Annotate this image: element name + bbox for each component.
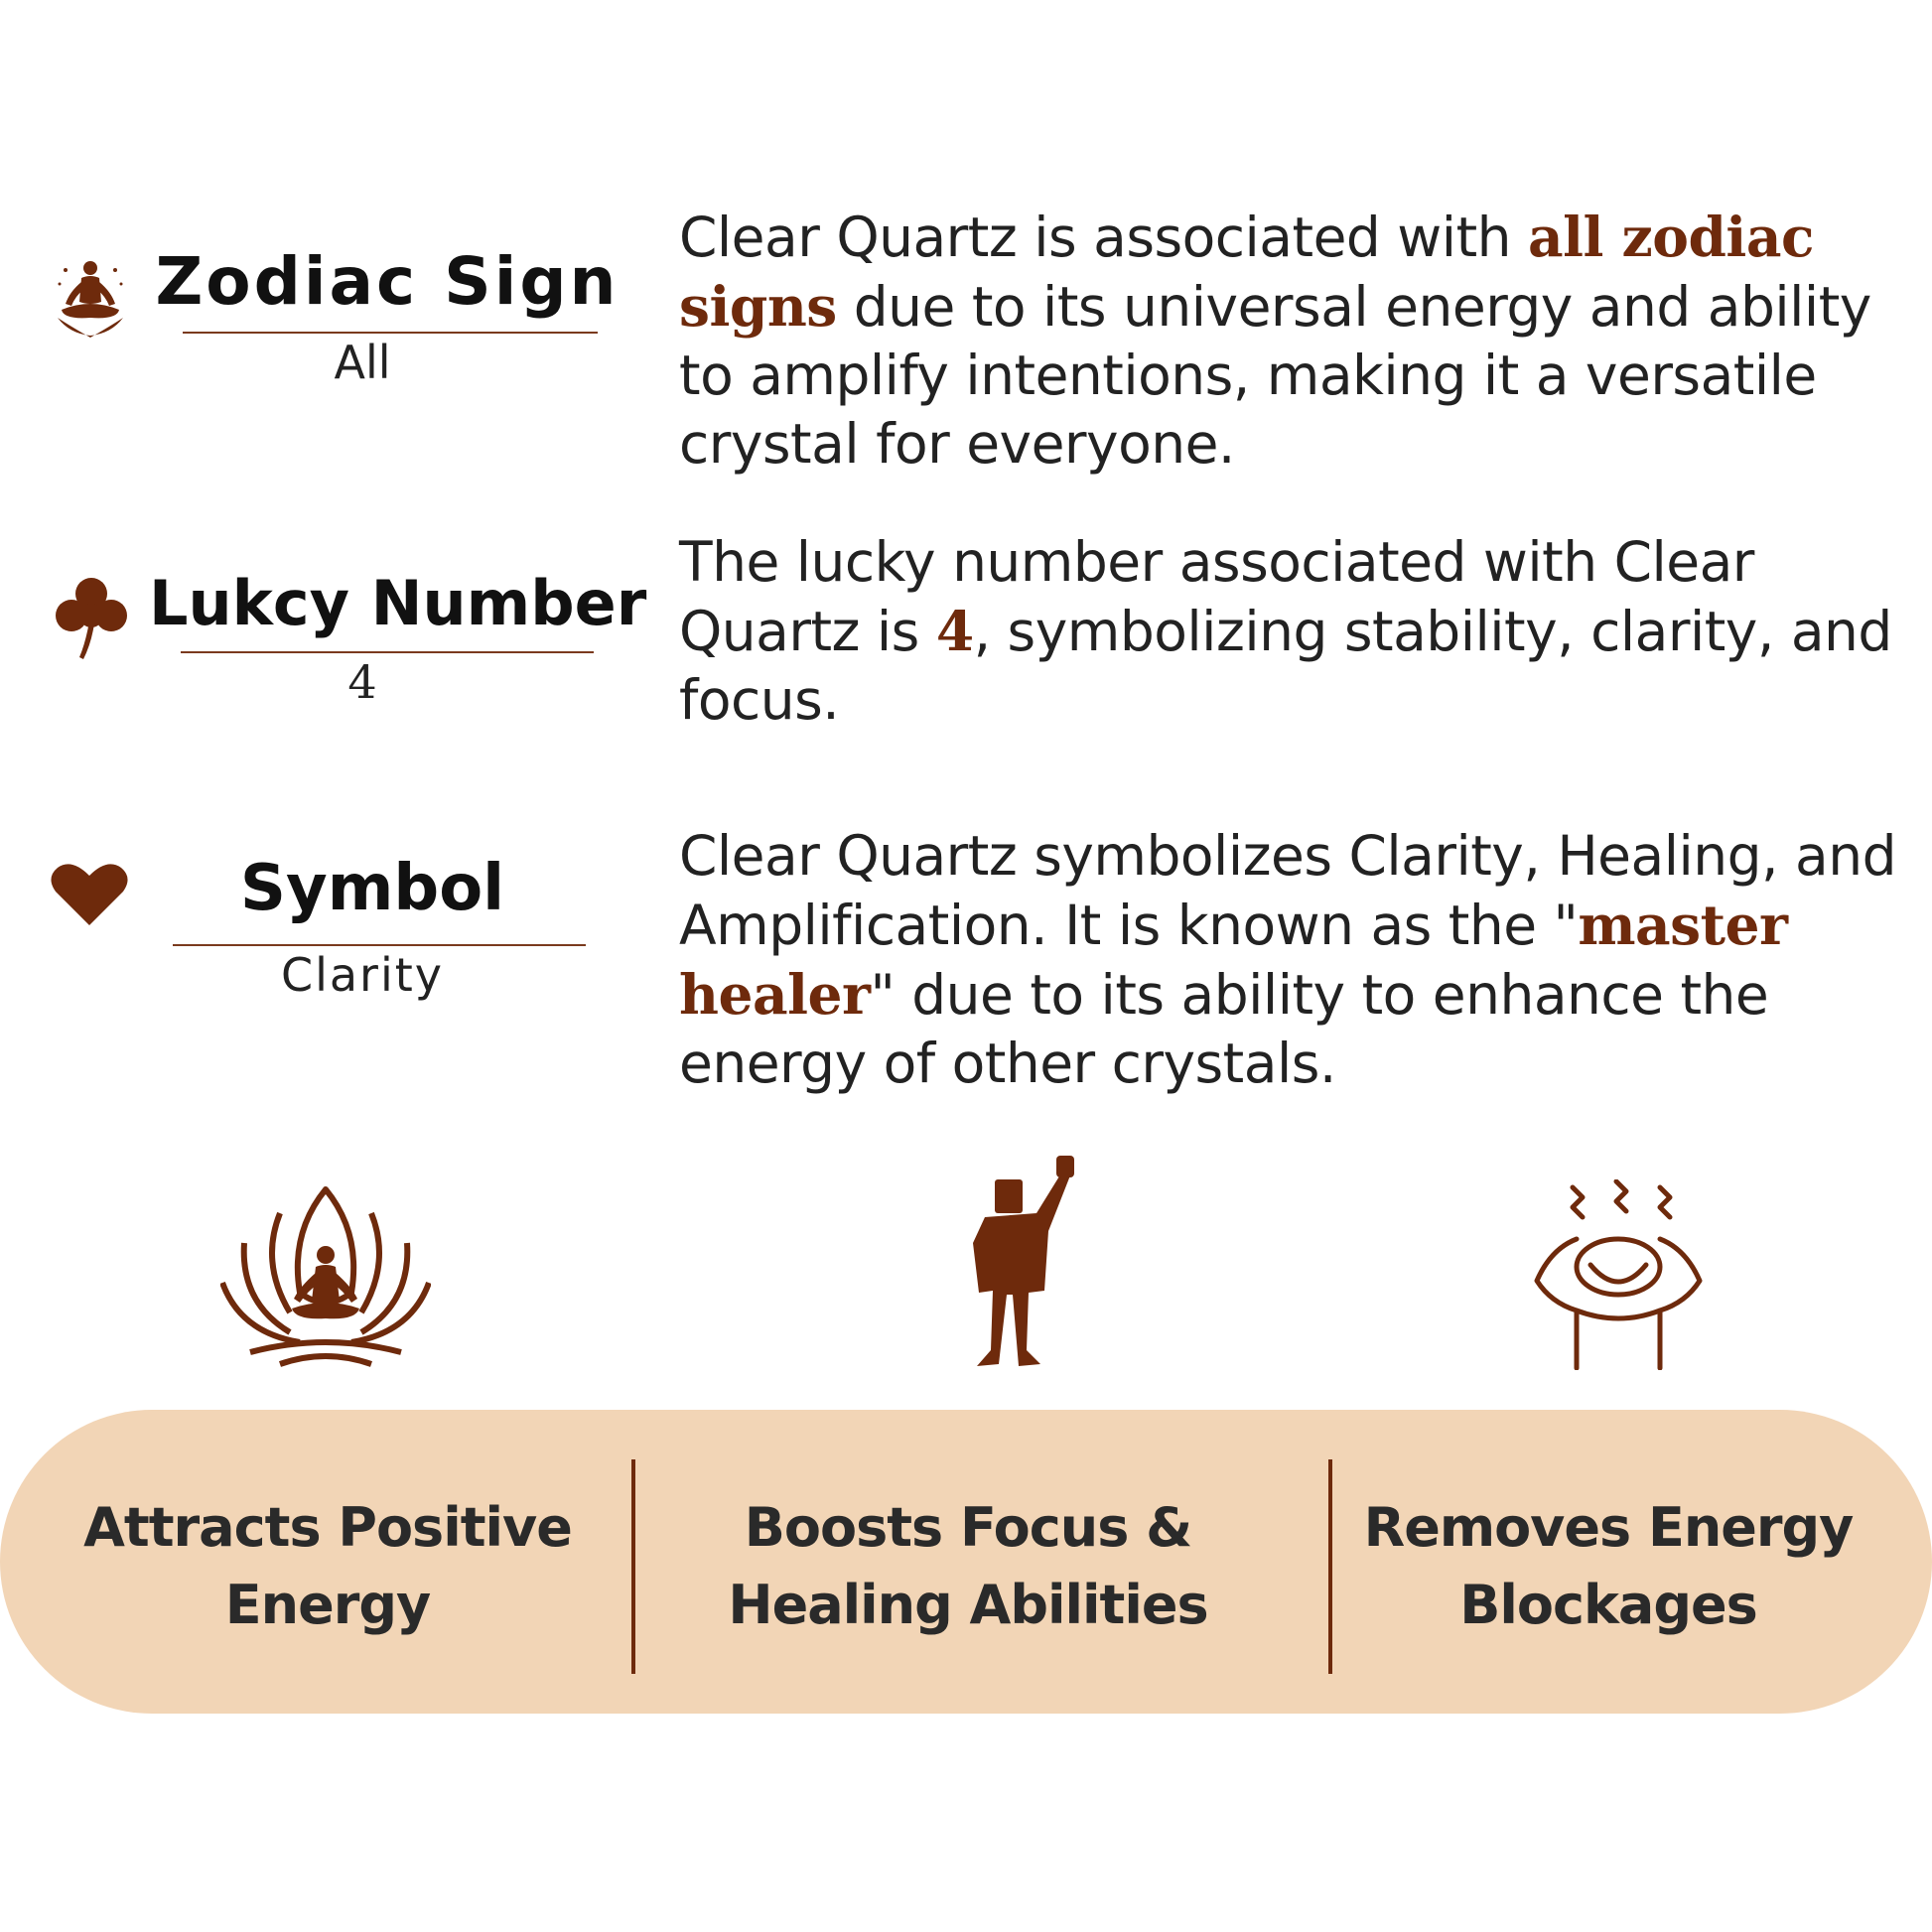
benefit-removes-blockages [1350, 1489, 1866, 1644]
zodiac-sign-rule [183, 332, 598, 334]
lucky-desc-post: , symbolizing stability, clarity, and focus. [679, 600, 1892, 732]
zodiac-sign-value: All [334, 336, 391, 389]
benefit-divider-1 [631, 1459, 635, 1674]
symbol-desc-post: " due to its ability to enhance the energy of other crystals. [679, 963, 1769, 1095]
lucky-desc-pre: The lucky number associated with Clear Quartz is [679, 530, 1754, 663]
benefit-boosts-focus [675, 1489, 1261, 1644]
zodiac-desc-post: due to its universal energy and ability to amplify intentions, making it a versatile crystal for everyone. [679, 275, 1871, 476]
lucky-number-value: 4 [347, 655, 377, 709]
benefit-divider-2 [1328, 1459, 1332, 1674]
lucky-desc-highlight: 4 [935, 599, 974, 663]
benefit-2-line2: Healing Abilities [728, 1574, 1208, 1636]
heart-icon [50, 862, 129, 925]
symbol-value: Clarity [280, 948, 445, 1002]
lotus-meditation-icon [220, 1183, 431, 1370]
symbol-desc-pre: Clear Quartz symbolizes Clarity, Healing, and Amplification. It is known as the " [679, 824, 1896, 957]
benefit-3-line1: Removes Energy [1363, 1496, 1854, 1559]
symbol-rule [173, 944, 586, 946]
symbol-desc-highlight: master healer [679, 893, 1788, 1027]
lucky-number-title: Lukcy Number [149, 567, 647, 639]
meditation-lotus-icon [52, 254, 129, 338]
shamrock-icon [52, 574, 131, 659]
benefit-1-line1: Attracts Positive [83, 1496, 572, 1559]
lucky-number-rule [181, 651, 594, 653]
benefit-1-line2: Energy [224, 1574, 431, 1636]
zodiac-sign-title: Zodiac Sign [155, 243, 620, 320]
symbol-title: Symbol [239, 852, 505, 925]
lucky-number-description [679, 528, 1910, 735]
raised-fist-person-icon [971, 1152, 1086, 1376]
benefit-attracts-positive-energy [40, 1489, 616, 1644]
benefit-2-line1: Boosts Focus & [744, 1496, 1192, 1559]
zodiac-sign-description [679, 203, 1910, 479]
symbol-description [679, 822, 1910, 1098]
head-release-icon [1531, 1179, 1706, 1370]
zodiac-desc-highlight: all zodiac signs [679, 205, 1814, 339]
benefit-3-line2: Blockages [1459, 1574, 1757, 1636]
zodiac-desc-pre: Clear Quartz is associated with [679, 206, 1528, 269]
